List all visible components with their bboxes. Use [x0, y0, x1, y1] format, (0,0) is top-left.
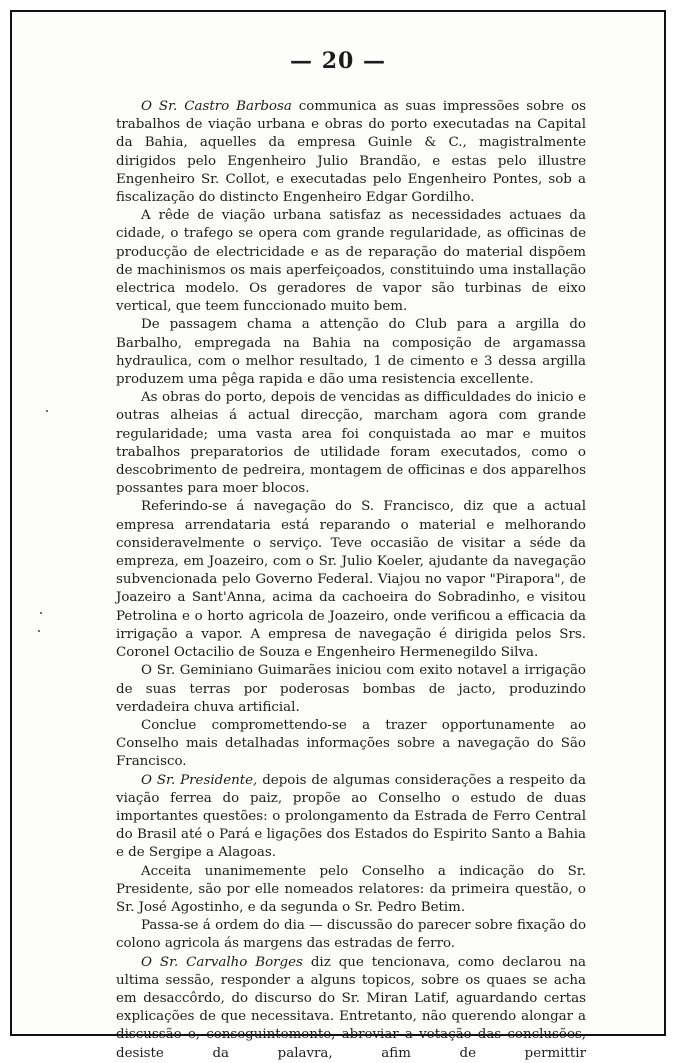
- paragraph: De passagem chama a attenção do Club para a argilla do Barbalho, empregada na Bahia na composição de argamassa hydraulica, com o melhor resultado, 1 de cimento e 3 dessa argilla produzem uma pêga rapida e dão uma resistencia excellente.: [116, 317, 586, 388]
- ink-speck: [40, 612, 42, 614]
- ink-speck: [46, 410, 48, 412]
- paragraph: Passa-se á ordem do dia — discussão do parecer sobre fixação do colono agricola ás margens das estradas de ferro.: [116, 918, 586, 952]
- speaker-name: O Sr. Presidente,: [141, 772, 258, 788]
- paragraph: A rêde de viação urbana satisfaz as necessidades actuaes da cidade, o trafego se opera com grande regularidade, as officinas de producção de electricidade e as de reparação do material dispõem de machinismos os mais aperfeiçoados, constituindo uma installação electrica modelo. Os geradores de vapor são turbinas de eixo vertical, que teem funccionado muito bem.: [116, 208, 586, 315]
- paragraph: As obras do porto, depois de vencidas as difficuldades do inicio e outras alheias á actual direcção, marcham agora com grande regularidade; uma vasta area foi conquistada ao mar e muitos trabalhos preparatorios de utilidade foram executados, como o descobrimento de pedreira, montagem de officinas e dos apparelhos possantes para moer blocos.: [116, 390, 586, 497]
- ink-speck: [38, 630, 40, 632]
- page-border: [10, 10, 666, 1061]
- body-text: [116, 98, 586, 1063]
- paragraph: O Sr. Carvalho Borges diz que tencionava, como declarou na ultima sessão, responder a alguns topicos, sobre os quaes se acha em desaccôrdo, do discurso do Sr. Miran Latif, aguardando certas explicações de que necessitava. Entretanto, não querendo alongar a discussão e, conseguintemente, abreviar a votação das conclusões, desiste da palavra, afim de permittir: [116, 954, 586, 1061]
- paragraph: O Sr. Geminiano Guimarães iniciou com exito notavel a irrigação de suas terras por poderosas bombas de jacto, produzindo verdadeira chuva artificial.: [116, 663, 586, 715]
- speaker-name: O Sr. Carvalho Borges: [141, 954, 303, 970]
- paragraph: Conclue compromettendo-se a trazer opportunamente ao Conselho mais detalhadas informações sobre a navegação do São Francisco.: [116, 717, 586, 770]
- paragraph: O Sr. Castro Barbosa communica as suas impressões sobre os trabalhos de viação urbana e obras do porto executadas na Capital da Bahia, aquelles da empresa Guinle & C., magistralmente dirigidos pelo Engenheiro Julio Brandão, e estas pelo illustre Engenheiro Sr. Collot, e executadas pelo Engenheiro Pontes, sob a fiscalização do distincto Engenheiro Edgar Gordilho.: [116, 99, 586, 206]
- paragraph: Referindo-se á navegação do S. Francisco, diz que a actual empresa arrendataria está reparando o material e melhorando consideravelmente o serviço. Teve occasião de visitar a séde da empreza, em Joazeiro, com o Sr. Julio Koeler, ajudante da navegação subvencionada pelo Governo Federal. Viajou no vapor "Pirapora", de Joazeiro a Sant'Anna, acima da cachoeira do Sobradinho, e visitou Petrolina e o horto agricola de Joazeiro, onde verificou a efficacia da irrigação a vapor. A empresa de navegação é dirigida pelos Srs. Coronel Octacilio de Souza e Engenheiro Hermenegildo Silva.: [116, 499, 586, 661]
- paragraph: Acceita unanimemente pelo Conselho a indicação do Sr. Presidente, são por elle nomeados relatores: da primeira questão, o Sr. José Agostinho, e da segunda o Sr. Pedro Betim.: [116, 863, 586, 915]
- page-number: — 20 —: [290, 48, 386, 74]
- speaker-name: O Sr. Castro Barbosa: [141, 99, 292, 114]
- paragraph: O Sr. Presidente, depois de algumas considerações a respeito da viação ferrea do paiz, propõe ao Conselho o estudo de duas importantes questões: o prolongamento da Estrada de Ferro Central do Brasil até o Pará e ligações dos Estados do Espirito Santo a Bahia e de Sergipe a Alagoas.: [116, 772, 586, 861]
